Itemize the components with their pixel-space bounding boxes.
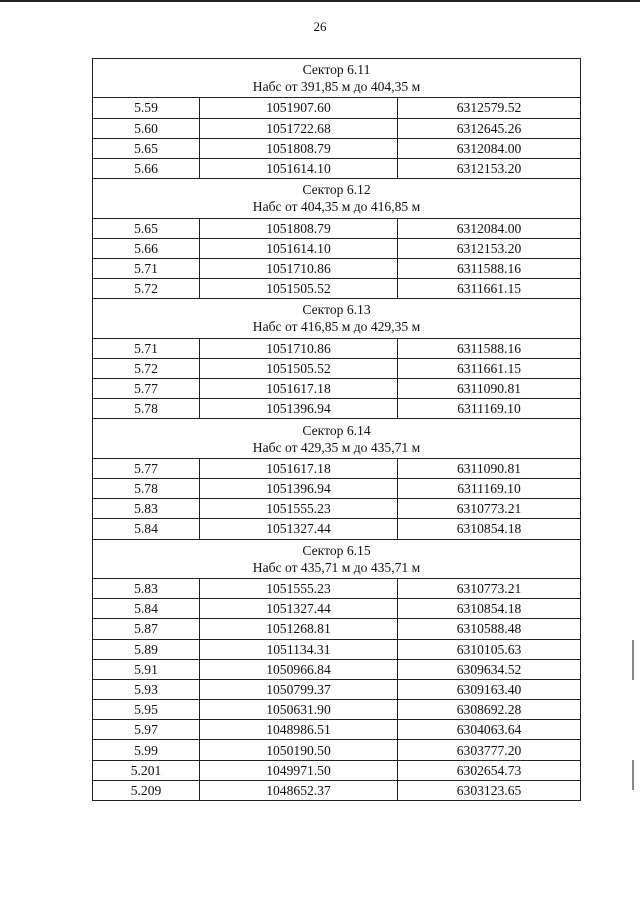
y-coordinate-cell: 6310854.18 <box>398 519 581 539</box>
sector-header-row <box>93 59 581 98</box>
sector-header-cell <box>93 299 581 338</box>
sector-header-row <box>93 539 581 578</box>
sector-header-cell <box>93 59 581 98</box>
y-coordinate-cell: 6309163.40 <box>398 679 581 699</box>
x-coordinate-cell: 1051555.23 <box>200 499 398 519</box>
point-number-cell: 5.89 <box>93 639 200 659</box>
point-number-cell: 5.87 <box>93 619 200 639</box>
point-number-cell: 5.65 <box>93 218 200 238</box>
table-row <box>93 158 581 178</box>
point-number-cell: 5.66 <box>93 158 200 178</box>
table-row <box>93 458 581 478</box>
x-coordinate-cell: 1050799.37 <box>200 679 398 699</box>
coordinates-table-body <box>93 59 581 801</box>
sector-header-row <box>93 179 581 218</box>
y-coordinate-cell: 6312579.52 <box>398 98 581 118</box>
point-number-cell: 5.66 <box>93 238 200 258</box>
point-number-cell: 5.83 <box>93 499 200 519</box>
page-number: 26 <box>313 19 327 34</box>
table-row <box>93 338 581 358</box>
x-coordinate-cell: 1051710.86 <box>200 338 398 358</box>
point-number-cell: 5.97 <box>93 720 200 740</box>
y-coordinate-cell: 6312084.00 <box>398 138 581 158</box>
point-number-cell: 5.84 <box>93 519 200 539</box>
point-number-cell: 5.95 <box>93 700 200 720</box>
sector-header-row <box>93 299 581 338</box>
scan-edge-mark <box>632 760 634 790</box>
x-coordinate-cell: 1051327.44 <box>200 519 398 539</box>
y-coordinate-cell: 6303123.65 <box>398 780 581 800</box>
x-coordinate-cell: 1051505.52 <box>200 279 398 299</box>
x-coordinate-cell: 1050631.90 <box>200 700 398 720</box>
x-coordinate-cell: 1050966.84 <box>200 659 398 679</box>
table-row <box>93 479 581 499</box>
y-coordinate-cell: 6311090.81 <box>398 379 581 399</box>
table-row <box>93 720 581 740</box>
sector-title: Сектор 6.13 <box>302 302 371 318</box>
y-coordinate-cell: 6312153.20 <box>398 238 581 258</box>
y-coordinate-cell: 6311169.10 <box>398 399 581 419</box>
x-coordinate-cell: 1051327.44 <box>200 599 398 619</box>
x-coordinate-cell: 1051710.86 <box>200 258 398 278</box>
x-coordinate-cell: 1051396.94 <box>200 479 398 499</box>
point-number-cell: 5.65 <box>93 138 200 158</box>
x-coordinate-cell: 1050190.50 <box>200 740 398 760</box>
point-number-cell: 5.59 <box>93 98 200 118</box>
sector-title: Сектор 6.11 <box>302 62 371 78</box>
point-number-cell: 5.83 <box>93 578 200 598</box>
y-coordinate-cell: 6311090.81 <box>398 458 581 478</box>
sector-title: Сектор 6.14 <box>302 422 371 438</box>
table-row <box>93 399 581 419</box>
point-number-cell: 5.209 <box>93 780 200 800</box>
sector-header-cell <box>93 179 581 218</box>
x-coordinate-cell: 1049971.50 <box>200 760 398 780</box>
sector-height-range: Набс от 391,85 м до 404,35 м <box>252 79 421 95</box>
point-number-cell: 5.72 <box>93 358 200 378</box>
y-coordinate-cell: 6308692.28 <box>398 700 581 720</box>
coordinates-table <box>92 58 581 801</box>
y-coordinate-cell: 6312153.20 <box>398 158 581 178</box>
point-number-cell: 5.77 <box>93 458 200 478</box>
x-coordinate-cell: 1051555.23 <box>200 578 398 598</box>
x-coordinate-cell: 1051268.81 <box>200 619 398 639</box>
point-number-cell: 5.93 <box>93 679 200 699</box>
point-number-cell: 5.201 <box>93 760 200 780</box>
y-coordinate-cell: 6311661.15 <box>398 358 581 378</box>
x-coordinate-cell: 1051134.31 <box>200 639 398 659</box>
point-number-cell: 5.78 <box>93 479 200 499</box>
point-number-cell: 5.71 <box>93 258 200 278</box>
x-coordinate-cell: 1048986.51 <box>200 720 398 740</box>
table-row <box>93 599 581 619</box>
x-coordinate-cell: 1051808.79 <box>200 218 398 238</box>
x-coordinate-cell: 1051617.18 <box>200 458 398 478</box>
x-coordinate-cell: 1051617.18 <box>200 379 398 399</box>
y-coordinate-cell: 6311661.15 <box>398 279 581 299</box>
y-coordinate-cell: 6310105.63 <box>398 639 581 659</box>
y-coordinate-cell: 6310773.21 <box>398 499 581 519</box>
table-row <box>93 780 581 800</box>
point-number-cell: 5.77 <box>93 379 200 399</box>
sector-height-range: Набс от 416,85 м до 429,35 м <box>252 319 421 335</box>
table-row <box>93 138 581 158</box>
sector-height-range: Набс от 404,35 м до 416,85 м <box>252 199 421 215</box>
y-coordinate-cell: 6310588.48 <box>398 619 581 639</box>
x-coordinate-cell: 1051614.10 <box>200 238 398 258</box>
point-number-cell: 5.99 <box>93 740 200 760</box>
point-number-cell: 5.60 <box>93 118 200 138</box>
table-row <box>93 238 581 258</box>
x-coordinate-cell: 1051614.10 <box>200 158 398 178</box>
sector-header-cell <box>93 539 581 578</box>
x-coordinate-cell: 1051505.52 <box>200 358 398 378</box>
table-row <box>93 379 581 399</box>
point-number-cell: 5.78 <box>93 399 200 419</box>
y-coordinate-cell: 6312084.00 <box>398 218 581 238</box>
y-coordinate-cell: 6310773.21 <box>398 578 581 598</box>
x-coordinate-cell: 1051808.79 <box>200 138 398 158</box>
table-row <box>93 499 581 519</box>
table-row <box>93 619 581 639</box>
table-row <box>93 700 581 720</box>
table-row <box>93 258 581 278</box>
y-coordinate-cell: 6311588.16 <box>398 338 581 358</box>
table-row <box>93 578 581 598</box>
y-coordinate-cell: 6309634.52 <box>398 659 581 679</box>
table-row <box>93 760 581 780</box>
y-coordinate-cell: 6303777.20 <box>398 740 581 760</box>
sector-header-cell <box>93 419 581 458</box>
sector-height-range: Набс от 429,35 м до 435,71 м <box>252 439 421 455</box>
scan-edge-mark <box>632 640 634 680</box>
table-row <box>93 218 581 238</box>
point-number-cell: 5.91 <box>93 659 200 679</box>
y-coordinate-cell: 6310854.18 <box>398 599 581 619</box>
point-number-cell: 5.84 <box>93 599 200 619</box>
sector-height-range: Набс от 435,71 м до 435,71 м <box>252 559 421 575</box>
y-coordinate-cell: 6302654.73 <box>398 760 581 780</box>
table-row <box>93 358 581 378</box>
point-number-cell: 5.72 <box>93 279 200 299</box>
top-border-line <box>0 0 640 2</box>
table-row <box>93 639 581 659</box>
x-coordinate-cell: 1051907.60 <box>200 98 398 118</box>
sector-header-row <box>93 419 581 458</box>
table-row <box>93 279 581 299</box>
table-row <box>93 118 581 138</box>
sector-title: Сектор 6.12 <box>302 182 371 198</box>
table-row <box>93 98 581 118</box>
y-coordinate-cell: 6311169.10 <box>398 479 581 499</box>
x-coordinate-cell: 1051722.68 <box>200 118 398 138</box>
y-coordinate-cell: 6304063.64 <box>398 720 581 740</box>
table-row <box>93 740 581 760</box>
point-number-cell: 5.71 <box>93 338 200 358</box>
x-coordinate-cell: 1051396.94 <box>200 399 398 419</box>
table-row <box>93 519 581 539</box>
table-row <box>93 679 581 699</box>
table-row <box>93 659 581 679</box>
x-coordinate-cell: 1048652.37 <box>200 780 398 800</box>
y-coordinate-cell: 6312645.26 <box>398 118 581 138</box>
y-coordinate-cell: 6311588.16 <box>398 258 581 278</box>
sector-title: Сектор 6.15 <box>302 542 371 558</box>
